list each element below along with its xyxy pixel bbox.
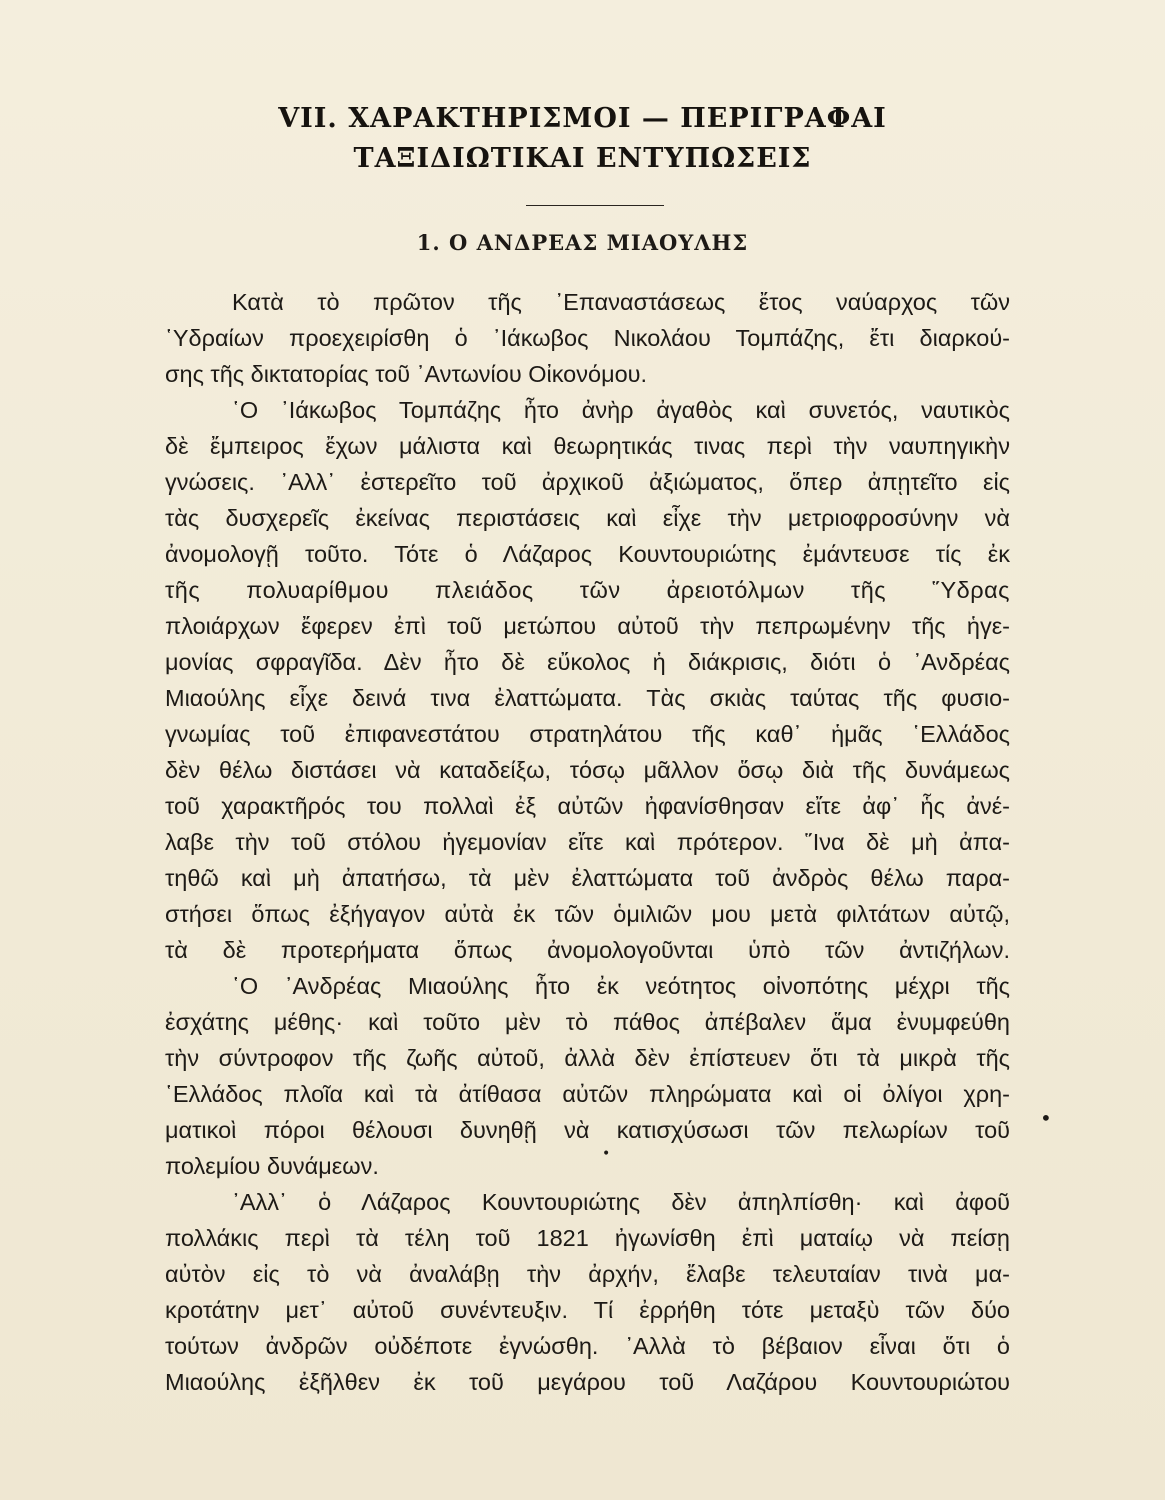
text-line: αὐτὸν εἰς τὸ νὰ ἀναλάβῃ τὴν ἀρχήν, ἔλαβε τελευταίαν τινὰ μα- xyxy=(165,1261,1010,1287)
text-line: τούτων ἀνδρῶν οὐδέποτε ἐγνώσθη. ᾽Αλλὰ τὸ βέβαιον εἶναι ὅτι ὁ xyxy=(165,1333,1010,1359)
text-line: λαβε τὴν τοῦ στόλου ἡγεμονίαν εἴτε καὶ πρότερον. ῞Ινα δὲ μὴ ἀπα- xyxy=(165,829,1010,855)
text-line: μονίας σφραγῖδα. Δὲν ἦτο δὲ εὔκολος ἡ διάκρισις, διότι ὁ ᾽Ανδρέας xyxy=(165,649,1010,675)
text-line: Κατὰ τὸ πρῶτον τῆς ᾽Επαναστάσεως ἔτος ναύαρχος τῶν xyxy=(232,289,1010,315)
text-line: Μιαούλης εἶχε δεινά τινα ἐλαττώματα. Τὰς σκιὰς ταύτας τῆς φυσιο- xyxy=(165,685,1010,711)
section-title: 1. Ο ΑΝΔΡΕΑΣ ΜΙΑΟΥΛΗΣ xyxy=(416,230,749,255)
text-line: ῾Ο ᾽Ιάκωβος Τομπάζης ἦτο ἀνὴρ ἀγαθὸς καὶ συνετός, ναυτικὸς xyxy=(232,397,1010,423)
text-line: ματικοὶ πόροι θέλουσι δυνηθῇ νὰ κατισχύσωσι τῶν πελωρίων τοῦ xyxy=(165,1117,1010,1143)
text-line: δὲν θέλω διστάσει νὰ καταδείξω, τόσῳ μᾶλλον ὅσῳ διὰ τῆς δυνάμεως xyxy=(165,757,1010,783)
text-line: τὴν σύντροφον τῆς ζωῆς αὐτοῦ, ἀλλὰ δὲν ἐπίστευεν ὅτι τὰ μικρὰ τῆς xyxy=(165,1045,1010,1071)
chapter-heading: VII. ΧΑΡΑΚΤΗΡΙΣΜΟΙ — ΠΕΡΙΓΡΑΦΑΙ xyxy=(278,103,887,134)
text-line: ἀνομολογῇ τοῦτο. Τότε ὁ Λάζαρος Κουντουριώτης ἐμάντευσε τίς ἐκ xyxy=(165,541,1010,567)
text-line: Μιαούλης ἐξῆλθεν ἐκ τοῦ μεγάρου τοῦ Λαζάρου Κουντουριώτου xyxy=(165,1369,1010,1395)
text-line: ῾Ελλάδος πλοῖα καὶ τὰ ἀτίθασα αὐτῶν πληρώματα καὶ οἱ ὀλίγοι χρη- xyxy=(165,1081,1010,1107)
text-line: ῾Υδραίων προεχειρίσθη ὁ ᾽Ιάκωβος Νικολάου Τομπάζης, ἔτι διαρκού- xyxy=(165,325,1010,351)
text-line: ῾Ο ᾽Ανδρέας Μιαούλης ἦτο ἐκ νεότητος οἰνοπότης μέχρι τῆς xyxy=(232,973,1010,999)
text-line: τῆς πολυαρίθμου πλειάδος τῶν ἀρειοτόλμων τῆς ῞Υδρας xyxy=(165,577,1010,603)
text-line: κροτάτην μετ᾽ αὐτοῦ συνέντευξιν. Τί ἐρρήθη τότε μεταξὺ τῶν δύο xyxy=(165,1297,1010,1323)
text-line: τηθῶ καὶ μὴ ἀπατήσω, τὰ μὲν ἐλαττώματα τοῦ ἀνδρὸς θέλω παρα- xyxy=(165,865,1010,891)
text-line: τὰς δυσχερεῖς ἐκείνας περιστάσεις καὶ εἶχε τὴν μετριοφροσύνην νὰ xyxy=(165,505,1010,531)
text-line: τὰ δὲ προτερήματα ὅπως ἀνομολογοῦνται ὑπὸ τῶν ἀντιζήλων. xyxy=(165,937,1010,963)
text-line: πολλάκις περὶ τὰ τέλη τοῦ 1821 ἠγωνίσθη ἐπὶ ματαίῳ νὰ πείσῃ xyxy=(165,1225,1010,1251)
chapter-subheading: ΤΑΞΙΔΙΩΤΙΚΑΙ ΕΝΤΥΠΩΣΕΙΣ xyxy=(353,143,812,174)
text-line: δὲ ἔμπειρος ἔχων μάλιστα καὶ θεωρητικάς τινας περὶ τὴν ναυπηγικὴν xyxy=(165,433,1010,459)
text-line: ἐσχάτης μέθης· καὶ τοῦτο μὲν τὸ πάθος ἀπέβαλεν ἅμα ἐνυμφεύθη xyxy=(165,1009,1010,1035)
text-line: γνώσεις. ᾽Αλλ᾽ ἐστερεῖτο τοῦ ἀρχικοῦ ἀξιώματος, ὅπερ ἀπῃτεῖτο εἰς xyxy=(165,469,1010,495)
text-line: πλοιάρχων ἔφερεν ἐπὶ τοῦ μετώπου αὐτοῦ τὴν πεπρωμένην τῆς ἡγε- xyxy=(165,613,1010,639)
heading-divider xyxy=(526,205,664,206)
ink-dot-mark: • xyxy=(602,1146,611,1162)
ink-dot-mark: • xyxy=(1040,1106,1052,1130)
text-line: γνωμίας τοῦ ἐπιφανεστάτου στρατηλάτου τῆς καθ᾽ ἡμᾶς ῾Ελλάδος xyxy=(165,721,1010,747)
text-line: πολεμίου δυνάμεων. xyxy=(165,1153,379,1179)
text-line: τοῦ χαρακτῆρός του πολλαὶ ἐξ αὐτῶν ἠφανίσθησαν εἴτε ἀφ᾽ ἧς ἀνέ- xyxy=(165,793,1010,819)
text-line: σης τῆς δικτατορίας τοῦ ᾽Αντωνίου Οἰκονόμου. xyxy=(165,361,648,387)
text-line: ᾽Αλλ᾽ ὁ Λάζαρος Κουντουριώτης δὲν ἀπηλπίσθη· καὶ ἀφοῦ xyxy=(232,1189,1010,1215)
text-line: στήσει ὅπως ἐξήγαγον αὐτὰ ἐκ τῶν ὁμιλιῶν μου μετὰ φιλτάτων αὐτῷ, xyxy=(165,901,1010,927)
